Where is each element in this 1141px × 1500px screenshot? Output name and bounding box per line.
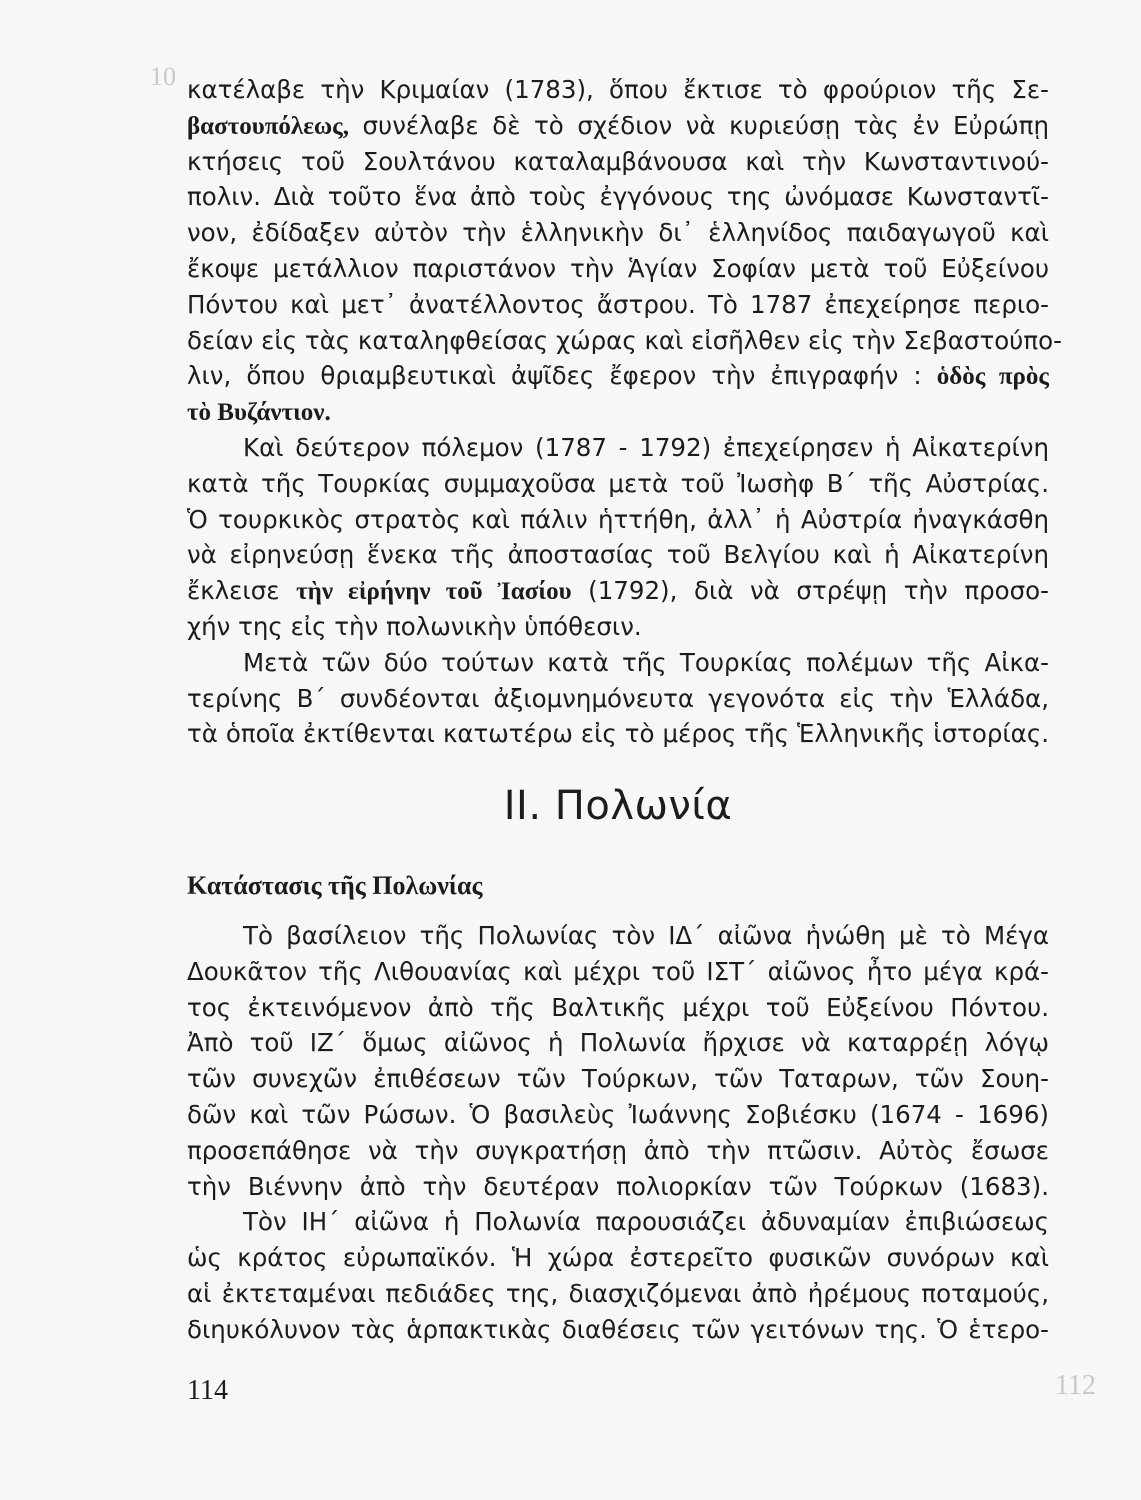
text-line: Τὸ βασίλειον τῆς Πολωνίας τὸν ΙΔ΄ αἰῶνα ἡνώθη μὲ τὸ Μέγα [243,921,1049,950]
text-line: διηυκόλυνον τὰς ἁρπακτικὰς διαθέσεις τῶν γειτόνων της. Ὁ ἑτερο- [187,1314,1049,1344]
section-heading: ΙΙ. Πολωνία [503,783,733,829]
text-line: ὡς κράτος εὐρωπαϊκόν. Ἡ χώρα ἐστερεῖτο φυσικῶν συνόρων καὶ [187,1243,1049,1273]
text-line: βαστουπόλεως, συνέλαβε δὲ τὸ σχέδιον νὰ κυριεύσῃ τὰς ἐν Εὐρώπῃ [187,110,1049,140]
text-line: προσεπάθησε νὰ τὴν συγκρατήσῃ ἀπὸ τὴν πτῶσιν. Αὐτὸς ἔσωσε [187,1135,1049,1165]
text-line: τερίνης Β΄ συνδέονται ἀξιομνημόνευτα γεγονότα εἰς τὴν Ἑλλάδα, [187,683,1049,713]
text-line: λιν, ὅπου θριαμβευτικαὶ ἀψῖδες ἔφερον τὴν ἐπιγραφήν : ὁδὸς πρὸς [187,361,1049,391]
paragraph-catherine-crimea [187,72,1062,430]
section-body [187,918,1049,1348]
text-line: τος ἐκτεινόμενον ἀπὸ τῆς Βαλτικῆς μέχρι τοῦ Εὐξείνου Πόντου. [187,992,1049,1022]
bold-term: ὁδὸς πρὸς [936,363,1049,391]
page-number: 114 [187,1375,228,1406]
subsection-heading: Κατάστασις τῆς Πολωνίας [187,871,483,900]
text-line: Καὶ δεύτερον πόλεμον (1787 - 1792) ἐπεχείρησεν ἡ Αἰκατερίνη [243,432,1049,462]
paragraph-events-greece [187,645,1049,752]
bold-term: τὸ Βυζάντιον. [187,399,331,427]
text-line: τὰ ὁποῖα ἐκτίθενται κατωτέρω εἰς τὸ μέρος τῆς Ἑλληνικῆς ἱστορίας. [187,719,1049,749]
text-line: τῶν συνεχῶν ἐπιθέσεων τῶν Τούρκων, τῶν Ταταρων, τῶν Σουη- [187,1064,1049,1094]
text-line: κτήσεις τοῦ Σουλτάνου καταλαμβάνουσα καὶ τὴν Κωνσταντινού- [187,146,1049,176]
text-line: νον, ἐδίδαξεν αὐτὸν τὴν ἑλληνικὴν δι᾽ ἑλληνίδος παιδαγωγοῦ καὶ [187,218,1049,248]
bold-term: βαστουπόλεως, [187,112,349,140]
paragraph-18th-century [187,1204,1049,1347]
text-line: νὰ εἰρηνεύσῃ ἕνεκα τῆς ἀποστασίας τοῦ Βελγίου καὶ ἡ Αἰκατερίνη [187,540,1049,570]
text-line: πολιν. Διὰ τοῦτο ἕνα ἀπὸ τοὺς ἐγγόνους της ὠνόμασε Κωνσταντῖ- [187,182,1049,212]
text-line: Μετὰ τῶν δύο τούτων κατὰ τῆς Τουρκίας πολέμων τῆς Αἰκα- [243,647,1049,677]
text-line: κατέλαβε τὴν Κριμαίαν (1783), ὅπου ἔκτισε τὸ φρούριον τῆς Σε- [187,75,1049,104]
text-line: δῶν καὶ τῶν Ρώσων. Ὁ βασιλεὺς Ἰωάννης Σοβιέσκυ (1674 - 1696) [187,1099,1049,1129]
text-line: ἔκοψε μετάλλιον παριστάνον τὴν Ἁγίαν Σοφίαν μετὰ τοῦ Εὐξείνου [187,253,1049,283]
bleed-through-page-number: 112 [1055,1370,1096,1401]
text-line: δείαν εἰς τὰς καταληφθείσας χώρας καὶ εἰσῆλθεν εἰς τὴν Σεβαστούπο- [187,325,1062,355]
text-line: Δουκᾶτον τῆς Λιθουανίας καὶ μέχρι τοῦ ΙΣΤ΄ αἰῶνος ἦτο μέγα κρά- [187,956,1049,986]
text-line: κατὰ τῆς Τουρκίας συμμαχοῦσα μετὰ τοῦ Ἰωσὴφ Β΄ τῆς Αὐστρίας. [187,468,1049,498]
text-line: χήν της εἰς τὴν πολωνικὴν ὑπόθεσιν. [187,611,642,641]
text-line: Ἀπὸ τοῦ ΙΖ΄ ὅμως αἰῶνος ἡ Πολωνία ἤρχισε νὰ καταρρέῃ λόγῳ [187,1028,1049,1058]
bold-term: τὴν εἰρήνην τοῦ Ἰασίου [296,578,572,606]
text-line [187,394,1049,430]
text-line: αἱ ἐκτεταμέναι πεδιάδες της, διασχιζόμεναι ἀπὸ ἠρέμους ποταμούς, [187,1278,1049,1308]
text-line: τὴν Βιέννην ἀπὸ τὴν δευτέραν πολιορκίαν τῶν Τούρκων (1683). [187,1171,1049,1201]
page-body [187,72,1062,1344]
paragraph-kingdom-poland [187,918,1049,1204]
text-line: Πόντου καὶ μετ᾽ ἀνατέλλοντος ἄστρου. Τὸ 1787 ἐπεχείρησε περιο- [187,289,1049,319]
bleed-through-running-head: 10 [150,62,176,91]
text-line: ἔκλεισε τὴν εἰρήνην τοῦ Ἰασίου (1792), διὰ νὰ στρέψῃ τὴν προσο- [187,576,1049,606]
text-line: Τὸν ΙΗ΄ αἰῶνα ἡ Πολωνία παρουσιάζει ἀδυναμίαν ἐπιβιώσεως [243,1207,1049,1237]
text-line: Ὁ τουρκικὸς στρατὸς καὶ πάλιν ἡττήθη, ἀλλ᾽ ἡ Αὐστρία ἠναγκάσθη [187,504,1049,534]
paragraph-second-war [187,430,1049,645]
